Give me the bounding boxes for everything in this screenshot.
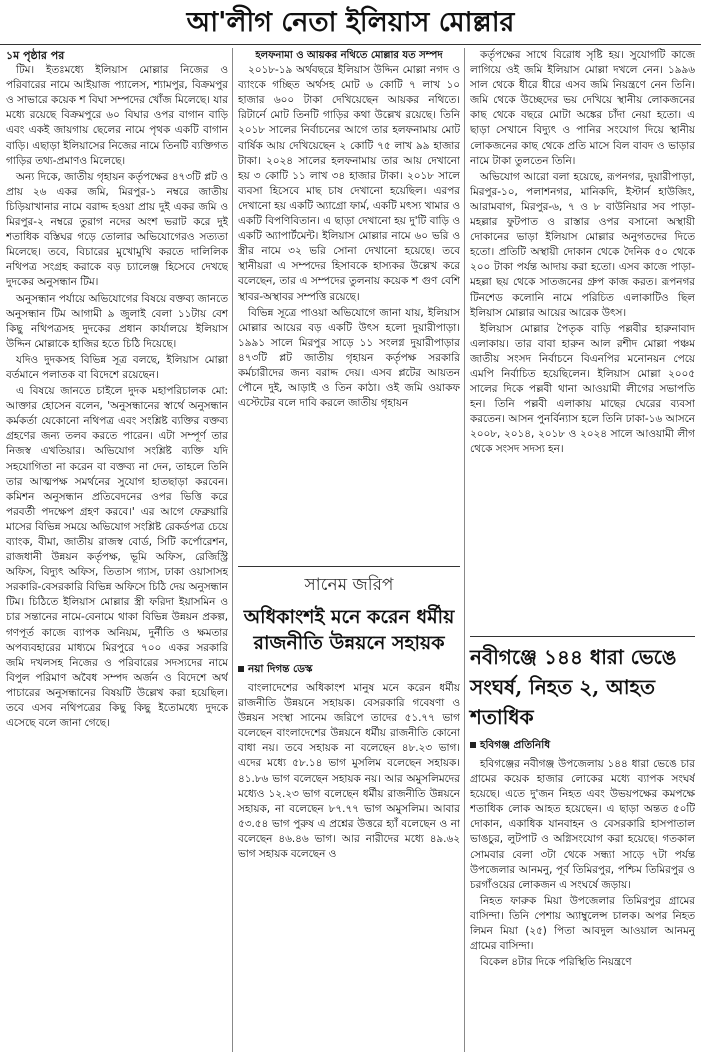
paragraph: যদিও দুদকসহ বিভিন্ন সূত্র বলছে, ইলিয়াস মোল্লা বর্তমানে পলাতক বা বিদেশে রয়েছেন। xyxy=(6,353,228,381)
paragraph: টিম। ইতঃমধ্যে ইলিয়াস মোল্লার নিজের ও পরিবারের নামে আইয়াজ প্যালেস, শ্যামপুর, বিক্রমপুর ও সাভারে কয়েক শ বিঘা সম্পদের খোঁজ মিলেছে। যার মধ্যে রয়েছে বিক্রমপুরে ৬০ বিঘার ওপর বাগান বাড়ি এবং একই জায়গায় ছেলের নামে পৃথক একটি বাগান বাড়ি। এছাড়া ইলিয়াসের নিজের নামে তিনটি ব্যক্তিগত গাড়ির তথ্য-প্রমাণও মিলেছে। xyxy=(6,64,228,167)
story-body xyxy=(238,681,460,1049)
paragraph: বিভিন্ন সূত্রে পাওয়া অভিযোগে জানা যায়, ইলিয়াস মোল্লার আয়ের বড় একটি উৎস হলো দুয়ারীপাড়া। ১৯৯১ সালে মিরপুর সাড়ে ১১ সংলগ্ন দুয়ারীপাড়ার ৪৭৩টি প্লট জাতীয় গৃহায়ন কর্তৃপক্ষ সরকারি কর্মচারীদের জন্য বরাদ্দ দেয়। এসব প্লটের আয়তন পৌনে দুই, আড়াই ও তিন কাঠা। ওই জমি ওয়াকফ এস্টেটের বলে দাবি করলে জাতীয় গৃহায়ন xyxy=(238,306,460,410)
column-rule xyxy=(232,48,233,1052)
article-column-3 xyxy=(470,48,695,600)
paragraph: কর্তৃপক্ষের সাথে বিরোধ সৃষ্টি হয়। সুযোগটি কাজে লাগিয়ে ওই জমি ইলিয়াস মোল্লা দখলে নেন। ১৯৯৬ সাল থেকে ধীরে ধীরে এসব জমি নিয়ন্ত্রণে নেন তিনি। জমি থেকে উচ্ছেদের ভয় দেখিয়ে স্থানীয় লোকজনের কাছ থেকে বছরে মোটা অঙ্কের চাঁদা নেয়া হতো। এ ছাড়া সেখানে বিদ্যুৎ ও পানির সংযোগ দিয়ে স্থানীয় লোকজনের কাছ থেকে প্রতি মাসে বিল বাবদ ও ভাড়ার নামে টাকা তুলতেন তিনি। xyxy=(470,49,695,167)
article-column-1 xyxy=(6,48,228,1052)
story-body xyxy=(470,757,695,1061)
byline-text: হবিগঞ্জ প্রতিনিধি xyxy=(480,739,551,751)
paragraph: ইলিয়াস মোল্লার পৈতৃক বাড়ি পল্লবীর হারুনাবাদ এলাকায়। তার বাবা হারুন আল রশীদ মোল্লা পঞ্চম জাতীয় সংসদ নির্বাচনে বিএনপির মনোনয়ন পেয়ে এমপি নির্বাচিত হয়েছিলেন। ইলিয়াস মোল্লা ২০০৫ সালের দিকে পল্লবী থানা আওয়ামী লীগের সভাপতি হন। তিনি পল্লবী এলাকায় মাছের ঘেরের ব্যবসা করতেন। আসন পুনর্বিন্যাস হলে তিনি ঢাকা-১৬ আসনে ২০০৮, ২০১৪, ২০১৮ ও ২০২৪ সালে আওয়ামী লীগ থেকে সংসদ সদস্য হন। xyxy=(470,322,695,456)
story-divider xyxy=(238,566,460,567)
bullet-square-icon xyxy=(470,742,476,748)
story-byline xyxy=(238,662,460,679)
paragraph: অন্য দিকে, জাতীয় গৃহায়ন কর্তৃপক্ষের ৪৭৩টি প্লট ও প্রায় ২৬ একর জমি, মিরপুর-১ নম্বরে জাতীয় চিড়িয়াখানার নামে বরাদ্দ হওয়া প্রায় দুই একর জমি ও মিরপুর-২ নম্বরে তুরাগ নদের অংশ ভরাট করে দুই শতাধিক বস্তিঘর গড়ে তোলার অভিযোগেরও সত্যতা মিলেছে। তবে, বিচারের মুখোমুখি করতে দালিলিক নথিপত্র সংগ্রহ করাকে বড় চ্যালেঞ্জ হিসেবে দেখছে দুদকের অনুসন্ধান টিম। xyxy=(6,170,228,289)
byline-text: নয়া দিগন্ত ডেস্ক xyxy=(248,663,313,675)
paragraph: এ বিষয়ে জানতে চাইলে দুদক মহাপরিচালক মো: আক্তার হোসেন বলেন, 'অনুসন্ধানের স্বার্থে অনুসন্ধান কর্মকর্তা যেকোনো নথিপত্র এবং সংশ্লিষ্ট ব্যক্তির বক্তব্য গ্রহণের জন্য তলব করতে পারেন। এটা সম্পূর্ণ তার নিজস্ব এখতিয়ার। অভিযোগ সংশ্লিষ্ট ব্যক্তি যদি সহযোগিতা না করেন বা বক্তব্য না দেন, তাহলে তিনি তার আত্মপক্ষ সমর্থনের সুযোগ হাতছাড়া করবেন। কমিশন অনুসন্ধান প্রতিবেদনের ওপর ভিত্তি করে পরবর্তী পদক্ষেপ গ্রহণ করবে।' এর আগে ফেব্রুয়ারি মাসের বিভিন্ন সময়ে অভিযোগ সংশ্লিষ্ট রেকর্ডপত্র চেয়ে ব্যাংক, বীমা, জাতীয় রাজস্ব বোর্ড, সিটি কর্পোরেশন, রাজধানী উন্নয়ন কর্তৃপক্ষ, ভূমি অফিস, রেজিস্ট্রি অফিস, বিদ্যুৎ অফিস, তিতাস গ্যাস, ঢাকা ওয়াসাসহ সরকারি-বেসরকারি বিভিন্ন অফিসে চিঠি দেয় অনুসন্ধান টিম। চিঠিতে ইলিয়াস মোল্লার স্ত্রী ফরিদা ইয়াসমিন ও চার সন্তানের নামে-বেনামে থাকা বিভিন্ন উন্নয়ন প্রকল্প, গণপূর্ত কাজে ব্যাপক অনিয়ম, দুর্নীতি ও ক্ষমতার অপব্যবহারের মাধ্যমে মিরপুরে ৭০০ একর সরকারি জমি দখলসহ নিজের ও পরিবারের সদস্যদের নামে বিপুল পরিমাণ অবৈধ সম্পদ অর্জন ও বিদেশে অর্থ পাচারের অনুসন্ধানের বিষয়টি উল্লেখ করা হয়েছিল। তবে এসব নথিপত্রের কিছু কিছু ইতোমধ্যে দুদকে এসেছে বলে জানা গেছে। xyxy=(6,385,228,730)
paragraph: বাংলাদেশের অধিকাংশ মানুষ মনে করেন ধর্মীয় রাজনীতি উন্নয়নে সহায়ক। বেসরকারি গবেষণা ও উন্নয়ন সংস্থা সানেম জরিপে তাদের ৫১.৭৭ ভাগ বলেছেন বাংলাদেশের উন্নয়নে ধর্মীয় রাজনীতি কোনো বাধা নয়। তবে সহায়ক না বলেছেন ৪৮.২৩ ভাগ। এদের মধ্যে ৫৮.১৪ ভাগ মুসলিম বলেছেন সহায়ক। ৪১.৮৬ ভাগ বলেছেন সহায়ক নয়। আর অমুসলিমদের মধ্যেও ১২.২৩ ভাগ বলেছেন ধর্মীয় রাজনীতি উন্নয়নে সহায়ক, না বলেছেন ৮৭.৭৭ ভাগ অমুসলিম। আবার ৫৩.৫৪ ভাগ পুরুষ এ প্রশ্নের উত্তরে হ্যাঁ বলেছেন ও না বলেছেন ৪৬.৪৬ ভাগ। আর নারীদের মধ্যে ৪৯.৬২ ভাগ সহায়ক বলেছেন ও xyxy=(238,682,460,861)
page-headline: আ'লীগ নেতা ইলিয়াস মোল্লার xyxy=(0,6,701,45)
story-headline: নবীগঞ্জে ১৪৪ ধারা ভেঙে সংঘর্ষ, নিহত ২, আহত শতাধিক xyxy=(470,645,677,729)
jump-label: ১ম পৃষ্ঠার পর xyxy=(6,49,65,62)
story-kicker: সানেম জরিপ xyxy=(304,575,394,595)
story-headline: অধিকাংশই মনে করেন ধর্মীয় রাজনীতি উন্নয়নে সহায়ক xyxy=(243,606,455,654)
article-column-2 xyxy=(238,48,460,558)
bullet-square-icon xyxy=(238,666,244,672)
story-clash xyxy=(470,642,695,1061)
story-survey xyxy=(238,572,460,1049)
paragraph: ২০১৮-১৯ অর্থবছরে ইলিয়াস উদ্দিন মোল্লা নগদ ও ব্যাংকে গচ্ছিত অর্থসহ মোট ৬ কোটি ৭ লাখ ১০ হাজার ৬০০ টাকা দেখিয়েছেন আয়কর নথিতে। রিটার্নে মোট তিনটি গাড়ির কথা উল্লেখ রয়েছে। তিনি ২০১৮ সালের নির্বাচনের আগে তার হলফনামায় মোট বার্ষিক আয় দেখিয়েছেন ২ কোটি ৭৫ লাখ ৯৯ হাজার টাকা। ২০২৪ সালের হলফনামায় তার আয় দেখানো হয় ৩ কোটি ১১ লাখ ৩৪ হাজার টাকা। ২০১৮ সালে ব্যবসা হিসেবে মাছ চাষ দেখানো হয়েছিল। এরপর দেখানো হয় একটি অ্যাগ্রো ফার্ম, একটি মৎস্য খামার ও একটি বিপণিবিতান। এ ছাড়া দেখানো হয় দু'টি বাড়ি ও একটি অ্যাপার্টমেন্ট। ইলিয়াস মোল্লার নামে ৬০ ভরি ও স্ত্রীর নামে ৩২ ভরি সোনা দেখানো হয়েছে। তবে স্থানীয়রা এ সম্পদের হিসাবকে হাস্যকর উল্লেখ করে বলেছেন, তার এ সম্পদের তুলনায় কয়েক শ গুণ বেশি স্থাবর-অস্থাবর সম্পত্তি রয়েছে। xyxy=(238,64,460,303)
paragraph: অভিযোগ আরো বলা হয়েছে, রূপনগর, দুয়ারীপাড়া, মিরপুর-১০, পলাশনগর, মানিকদি, ইস্টার্ন হাউজিং, আরামবাগ, মিরপুর-৬, ৭ ও ৮ বাউনিয়ার সব পাড়া-মহল্লার ফুটপাত ও রাস্তার ওপর বসানো অস্থায়ী দোকানের ভাড়া ইলিয়াস মোল্লার অনুগতদের দিতে হতো। প্রতিটি অস্থায়ী দোকান থেকে দৈনিক ৫০ থেকে ২০০ টাকা পর্যন্ত আদায় করা হতো। এসব কাজে পাড়া-মহল্লা ছয় থেকে সাতজনের গ্রুপ কাজ করত। রূপনগর টিনশেড কলোনি নামে পরিচিত এলাকাটিও ছিল ইলিয়াস মোল্লার আয়ের আরেক উৎস। xyxy=(470,170,695,319)
paragraph: বিকেল ৪টার দিকে পরিস্থিতি নিয়ন্ত্রণে xyxy=(480,956,632,969)
paragraph: হবিগঞ্জের নবীগঞ্জ উপজেলায় ১৪৪ ধারা ভেঙে চার গ্রামের কয়েক হাজার লোকের মধ্যে ব্যাপক সংঘর্ষ হয়েছে। এতে দু'জন নিহত এবং উভয়পক্ষের কমপক্ষে শতাধিক লোক আহত হয়েছেন। এ ছাড়া অন্তত ৫০টি দোকান, একাধিক যানবাহন ও বেসরকারি হাসপাতাল ভাঙচুর, লুটপাট ও অগ্নিসংযোগ করা হয়েছে। গতকাল সোমবার বেলা ৩টা থেকে সন্ধ্যা সাড়ে ৭টা পর্যন্ত উপজেলার আনমনু, পূর্ব তিমিরপুর, পশ্চিম তিমিরপুর ও চরগাঁওয়ের লোকজন এ সংঘর্ষে জড়ায়। xyxy=(470,758,695,891)
paragraph: অনুসন্ধান পর্যায়ে অভিযোগের বিষয়ে বক্তব্য জানতে অনুসন্ধান টিম আগামী ৯ জুলাই বেলা ১১টায় বেশ কিছু নথিপত্রসহ দুদকের প্রধান কার্যালয়ে ইলিয়াস উদ্দিন মোল্লাকে হাজির হতে চিঠি দিয়েছে। xyxy=(6,292,228,350)
paragraph: নিহত ফারুক মিয়া উপজেলার তিমিরপুর গ্রামের বাসিন্দা। তিনি পেশায় অ্যাম্বুলেন্স চালক। অপর নিহত লিমন মিয়া (২৫) পিতা আবদুল আওয়াল আনমনু গ্রামের বাসিন্দা। xyxy=(470,894,695,953)
story-byline xyxy=(470,738,695,755)
column-rule xyxy=(464,48,465,1052)
section-subhead: হলফনামা ও আয়কর নথিতে মোল্লার যত সম্পদ xyxy=(255,50,443,61)
story-divider xyxy=(470,636,695,637)
